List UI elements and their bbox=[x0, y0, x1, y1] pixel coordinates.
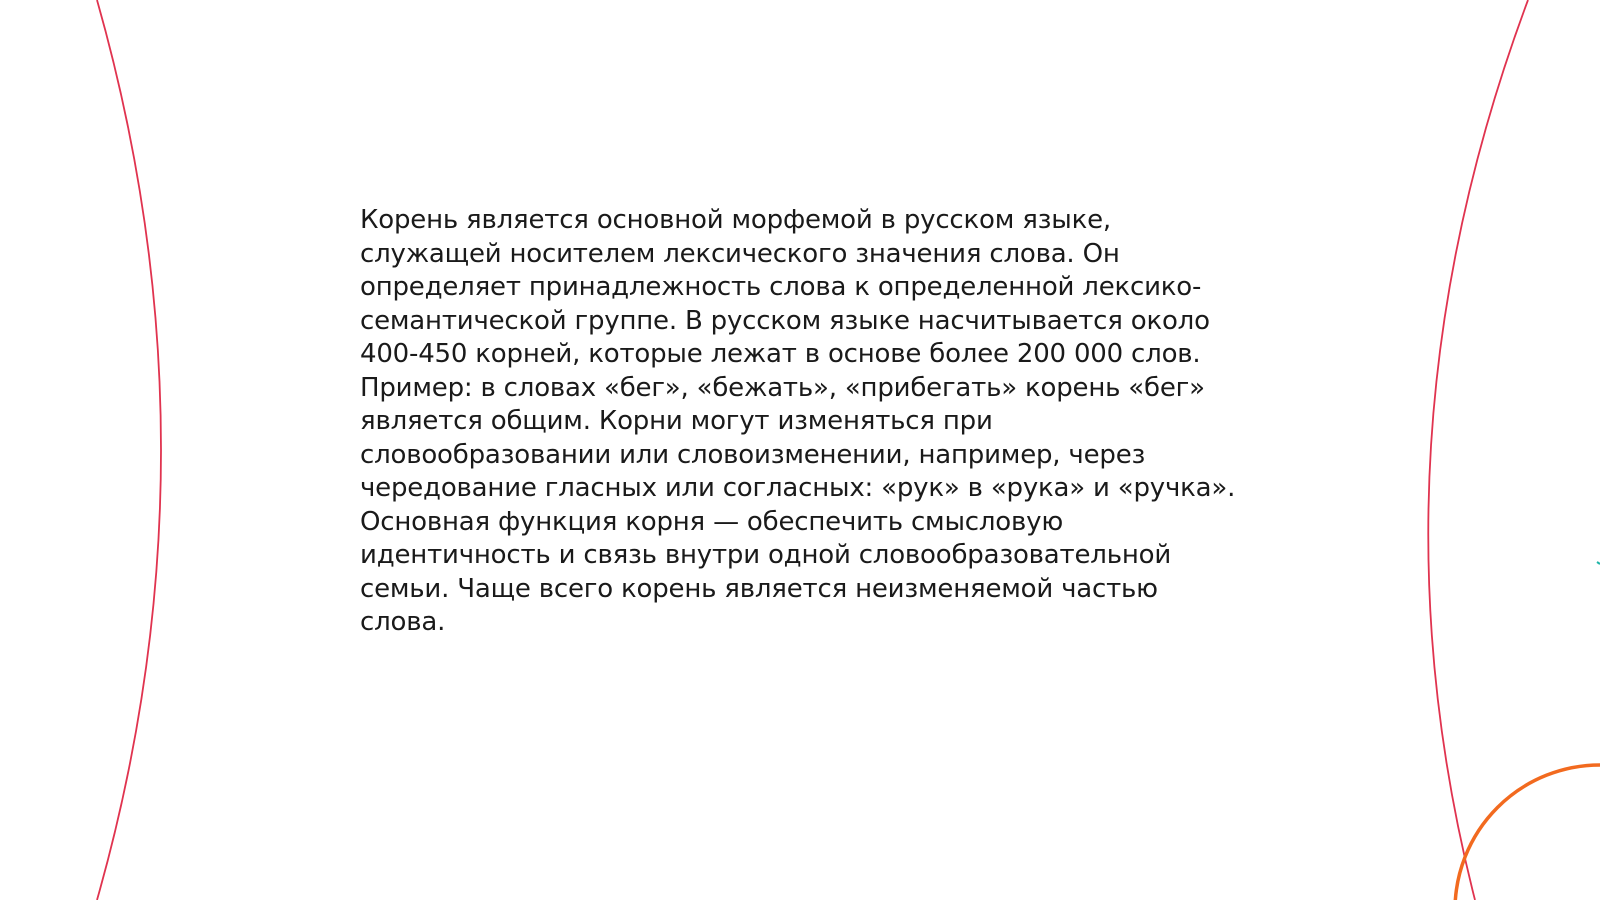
root-morpheme-paragraph: Корень является основной морфемой в русском языке, служащей носителем лексического значения слова. Он определяет принадлежность слова к определенной лексико- семантической группе. В русском языке насчитывается около 400-450 корней, которые лежат в основе более 200 000 слов. Пример: в словах «бег», «бежать», «прибегать» корень «бег» является общим. Корни могут изменяться при словообразовании или словоизменении, например, через чередование гласных или согласных: «рук» в «рука» и «ручка». Основная функция корня — обеспечить смысловую идентичность и связь внутри одной словообразовательной семьи. Чаще всего корень является неизменяемой частью слова. bbox=[360, 205, 1236, 637]
right-arc-line bbox=[1428, 0, 1528, 900]
left-arc-line bbox=[97, 0, 161, 900]
corner-circle bbox=[1455, 765, 1600, 900]
